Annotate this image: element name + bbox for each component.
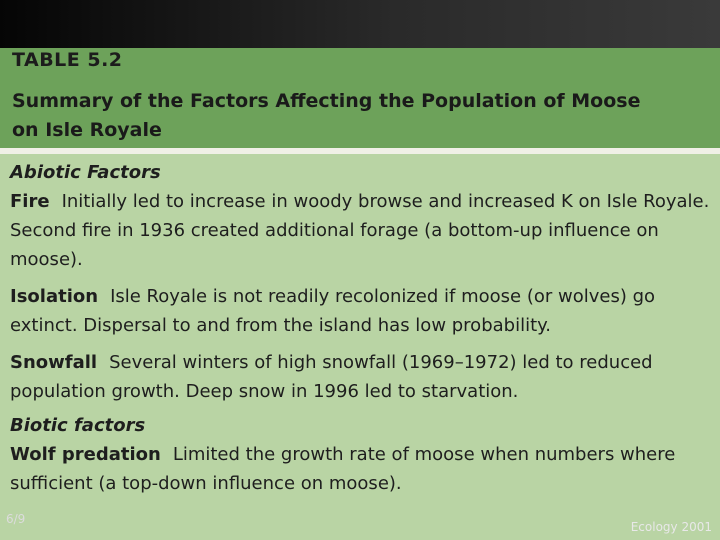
table-header — [0, 48, 720, 148]
section-heading-biotic: Biotic factors — [10, 415, 146, 436]
factor-entry-wolf-predation — [10, 440, 710, 498]
factor-text: Isle Royale is not readily recolonized if moose (or wolves) go extinct. Dispersal to and from the island has low probability. — [10, 286, 656, 336]
factor-term: Fire — [10, 191, 50, 212]
factor-text: Limited the growth rate of moose when numbers where sufficient (a top-down influence on moose). — [10, 444, 676, 494]
header-divider — [0, 148, 720, 154]
factor-text: Initially led to increase in woody browse and increased K on Isle Royale. Second fire in 1936 created additional forage (a bottom-up influence on moose). — [10, 191, 710, 270]
factor-entry-snowfall — [10, 348, 710, 406]
footer-credit: Ecology 2001 — [630, 520, 712, 534]
table-body — [10, 159, 710, 498]
factor-term: Snowfall — [10, 352, 98, 373]
table-title: Summary of the Factors Affecting the Population of Moose on Isle Royale — [12, 90, 641, 141]
section-heading-abiotic: Abiotic Factors — [10, 162, 161, 183]
factor-entry-fire — [10, 187, 710, 274]
factor-text: Several winters of high snowfall (1969–1972) led to reduced population growth. Deep snow in 1996 led to starvation. — [10, 352, 653, 402]
factor-term: Wolf predation — [10, 444, 161, 465]
factor-term: Isolation — [10, 286, 99, 307]
top-bar — [0, 0, 720, 48]
slide — [0, 48, 720, 540]
table-label: TABLE 5.2 — [12, 49, 123, 71]
factor-entry-isolation — [10, 282, 710, 340]
page-number: 6/9 — [6, 512, 26, 526]
